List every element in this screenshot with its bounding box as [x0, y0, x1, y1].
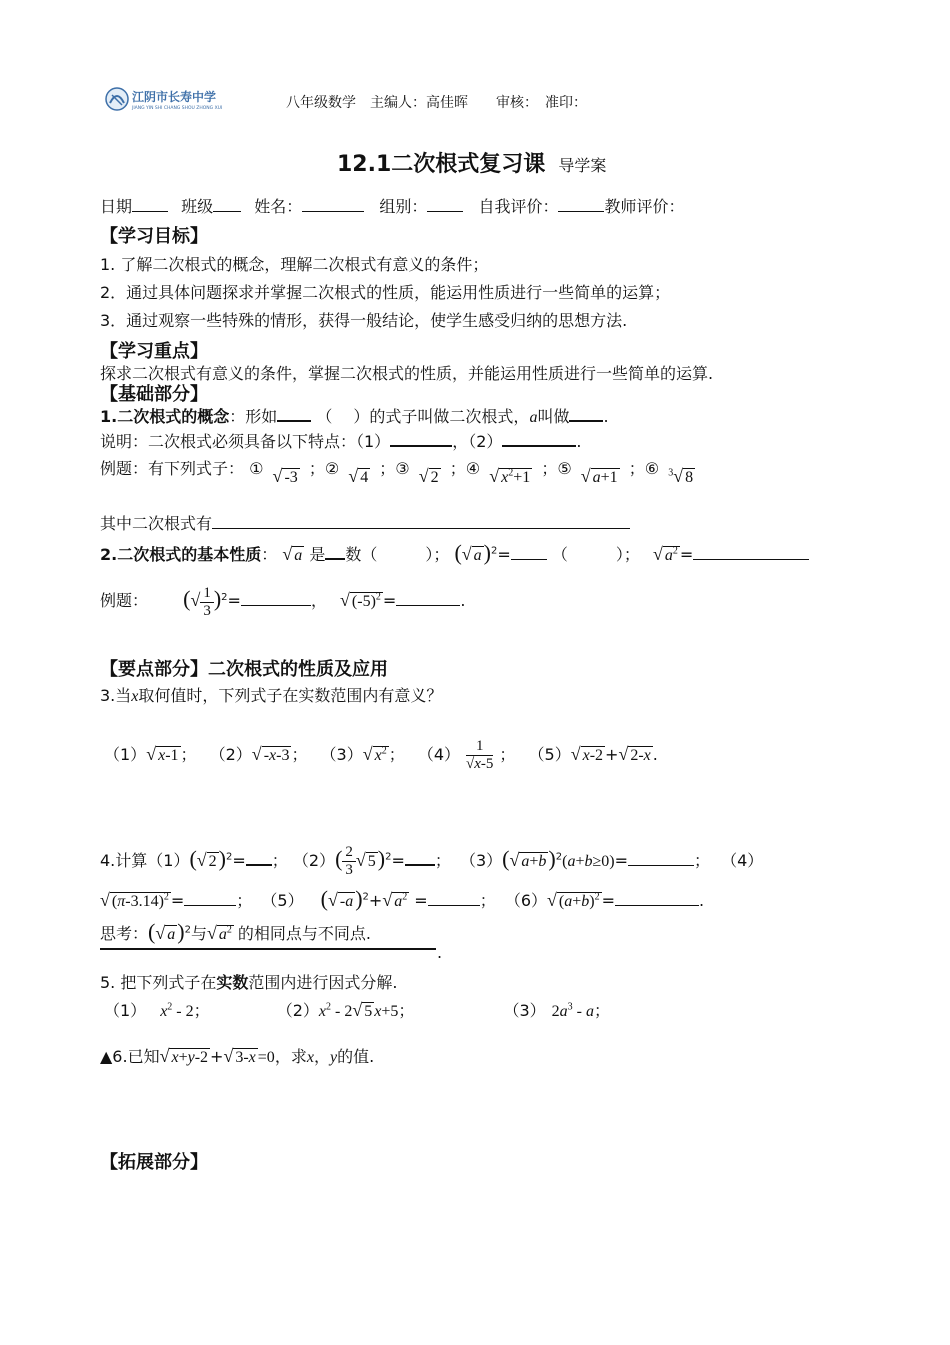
extend-heading: 【拓展部分】 — [100, 1152, 208, 1173]
header-info: 八年级数学 主编人：高佳晖 审核： 准印： — [286, 95, 587, 111]
q5-items: （1） $x^2 - 2$； $(2)x^2 - 2√$ 5 x+5； （3） $2a^3$ - a； — [104, 1000, 610, 1020]
q4-line-1: 4.计算（1）(√ 2)$^2$= ； （2）( $\frac{2}{3}$ √ 5)$^2$= ； （3）(√ a+b)$^2$(a+b≥0)= ； （4） — [100, 844, 764, 878]
focus-text: 探求二次根式有意义的条件，掌握二次根式的性质，并能运用性质进行一些简单的运算. — [100, 364, 714, 383]
goal-item-3: 3．通过观察一些特殊的情形，获得一般结论，使学生感受归纳的思想方法. — [100, 311, 628, 330]
goals-heading: 【学习目标】 — [100, 226, 208, 247]
note-line: 说明：二次根式必须具备以下特点：（1） ，（2） . — [100, 432, 582, 451]
svg-text:江阴市长寿中学: 江阴市长寿中学 — [132, 90, 217, 104]
examples-line: 例题：有下列式子： ① √ -3 ；② √ 4 ；③ √ 2 ；④ √ $x^2+1$ ；⑤ √ a+1 ；⑥ $^3$√ 8 — [100, 459, 694, 486]
q2-line: 2.二次根式的基本性质： √ a 是 数（ ）； (√ a)$^2$= （ ）； √ $a^2$ = — [100, 540, 809, 566]
focus-heading: 【学习重点】 — [100, 341, 208, 362]
q4-line-2: √ $(\pi-3.14)^2$ = ； （5） (√ -a)$^2$+√ $a^2$ = ； （6）√ $(a+b)^2$ = . — [100, 886, 705, 911]
basic-heading: 【基础部分】 — [100, 384, 208, 405]
ex2-line: 例题： (√ $\frac{1}{3}$ )$^2$= ， √ $(-5)^2$ = . — [100, 585, 466, 619]
key-heading: 【要点部分】二次根式的性质及应用 — [100, 659, 388, 680]
page-title: 12.1二次根式复习课 导学案 — [337, 152, 607, 177]
which-line: 其中二次根式有 — [100, 511, 630, 534]
school-logo — [104, 86, 222, 112]
q1-line: 1.二次根式的概念：形如 （ ）的式子叫做二次根式，a叫做 . — [100, 407, 609, 426]
q5-line: 5. 把下列式子在实数范围内进行因式分解. — [100, 973, 398, 992]
goal-item-2: 2．通过具体问题探求并掌握二次根式的性质，能运用性质进行一些简单的运算； — [100, 283, 671, 302]
think-line: 思考：(√ a)$^2$与√ $a^2$ 的相同点与不同点. — [100, 919, 371, 944]
q3-line: 3.当x取何值时，下列式子在实数范围内有意义？ — [100, 686, 443, 705]
svg-text:JIANG YIN SHI CHANG SHOU ZHONG: JIANG YIN SHI CHANG SHOU ZHONG XUE — [132, 106, 222, 111]
meta-line: 日期 班级 姓名： 组别： 自我评价： 教师评价： — [100, 197, 685, 216]
goal-item-1: 1. 了解二次根式的概念，理解二次根式有意义的条件； — [100, 255, 489, 274]
q3-items: （1）√ x-1 ； （2）√ -x-3 ； （3）√ $x^2$ ； （4） $\frac{1}{√x-5}$ ； （5）√ x-2 +√ 2-x . — [104, 738, 658, 772]
think-answer-line — [100, 948, 436, 950]
q6-line: ▲6.已知√ x+y-2 +√ 3-x =0，求x，y的值. — [100, 1046, 375, 1066]
